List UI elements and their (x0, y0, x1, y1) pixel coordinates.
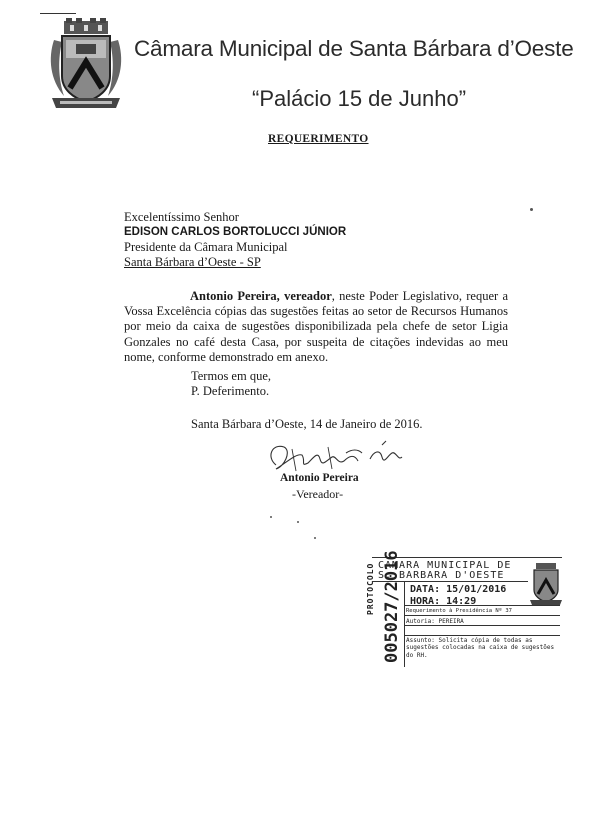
scan-mark (40, 13, 76, 14)
stamp-institution-line-2: S. BARBARA D'OESTE (378, 570, 505, 581)
municipal-coat-of-arms-icon (48, 18, 124, 110)
palace-name: “Palácio 15 de Junho” (252, 86, 467, 111)
addressee-name: EDISON CARLOS BORTOLUCCI JÚNIOR (124, 226, 347, 238)
stamp-coat-of-arms-icon (528, 562, 564, 606)
stamp-authorship: Autoria: PEREIRA (406, 618, 464, 625)
stamp-request: Requerimento à Presidência Nº 37 (406, 608, 512, 614)
signer-name: Antonio Pereira (280, 472, 359, 484)
closing-line-2: P. Deferimento. (191, 384, 270, 398)
addressee-salutation: Excelentíssimo Senhor (124, 210, 239, 224)
request-author: Antonio Pereira, vereador (190, 289, 332, 303)
scan-speck (314, 537, 316, 539)
stamp-protocol-label: PROTOCOLO (366, 562, 375, 615)
stamp-institution-line-1: CAMARA MUNICIPAL DE (378, 560, 512, 571)
stamp-date: DATA: 15/01/2016 (410, 584, 507, 595)
stamp-protocol-number: 005027/2016 (382, 550, 402, 663)
signer-role: -Vereador- (292, 487, 344, 501)
scan-speck (270, 516, 272, 518)
document-title: REQUERIMENTO (268, 133, 369, 145)
stamp-time: HORA: 14:29 (410, 596, 477, 607)
date-line: Santa Bárbara d’Oeste, 14 de Janeiro de 2016. (191, 417, 423, 431)
closing-line-1: Termos em que, (191, 369, 272, 383)
request-text: , neste Poder Legislativo, requer a Vossa Excelência cópias das sugestões feitas ao setor de Recursos Humanos por meio da caixa de sugestões disponibilizada pela chefe de setor Ligia Gonzales no café desta Casa, por suspeita de citações indevidas ao meu nome, conforme demonstrado em anexo. (124, 289, 508, 364)
scan-speck (297, 521, 299, 523)
handwritten-signature (262, 435, 412, 477)
stamp-subject: Assunto: Solicita cópia de todas as sugestões colocadas na caixa de sugestões do RH. (406, 637, 555, 659)
closing-block (191, 369, 271, 399)
addressee-block (124, 210, 346, 270)
scan-speck (530, 208, 533, 211)
addressee-city: Santa Bárbara d’Oeste - SP (124, 255, 261, 269)
request-body (124, 289, 508, 365)
institution-name: Câmara Municipal de Santa Bárbara d’Oeste (134, 36, 574, 61)
addressee-role: Presidente da Câmara Municipal (124, 240, 288, 254)
